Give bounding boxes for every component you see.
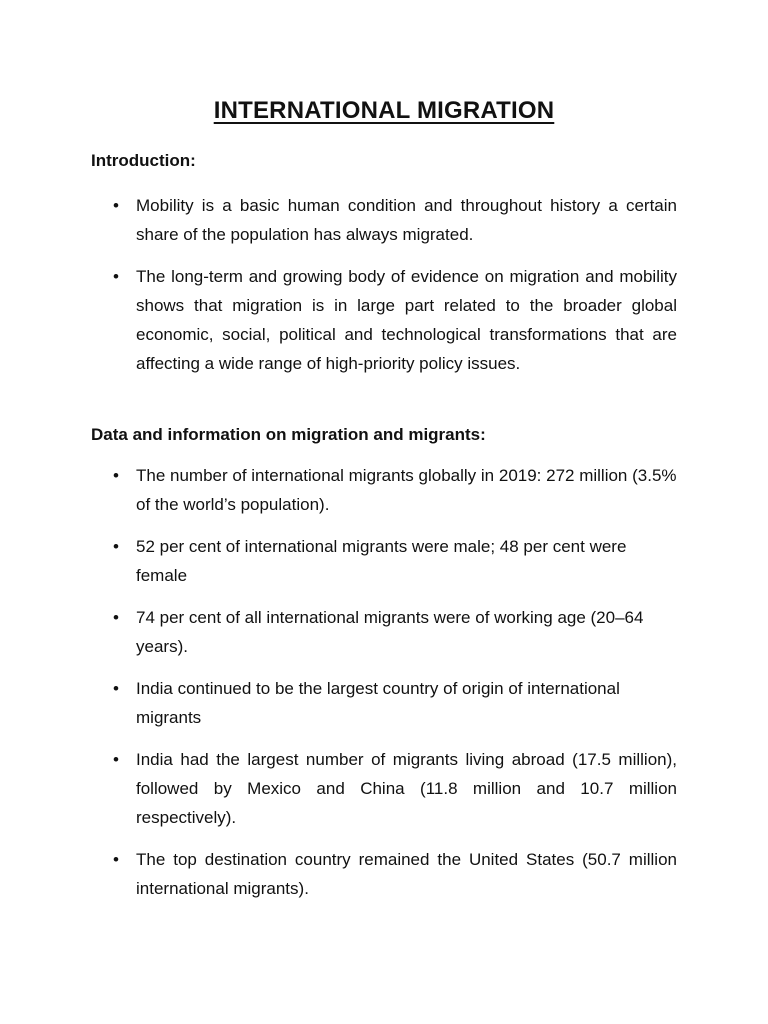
section-heading-data: Data and information on migration and migrants: (91, 425, 486, 444)
bullet-icon: • (113, 196, 119, 215)
list-item (112, 461, 677, 519)
bullet-icon: • (113, 267, 119, 286)
list-item (112, 603, 677, 661)
list-item (112, 191, 677, 249)
data-list (112, 461, 677, 916)
list-item-text: 52 per cent of international migrants were male; 48 per cent were female (136, 537, 627, 585)
list-item-text: India had the largest number of migrants living abroad (17.5 million), followed by Mexico and China (11.8 million and 10.7 million respectively). (136, 750, 677, 827)
list-item (112, 674, 677, 732)
bullet-icon: • (113, 466, 119, 485)
bullet-icon: • (113, 608, 119, 627)
list-item-text: 74 per cent of all international migrants were of working age (20–64 years). (136, 608, 644, 656)
bullet-icon: • (113, 750, 119, 769)
list-item (112, 262, 677, 378)
list-item (112, 745, 677, 832)
bullet-icon: • (113, 850, 119, 869)
list-item-text: The long-term and growing body of evidence on migration and mobility shows that migration is in large part related to the broader global economic, social, political and technological transformations that are affecting a wide range of high-priority policy issues. (136, 267, 677, 373)
page-title: INTERNATIONAL MIGRATION (213, 97, 555, 124)
list-item (112, 845, 677, 903)
bullet-icon: • (113, 679, 119, 698)
bullet-icon: • (113, 537, 119, 556)
list-item (112, 532, 677, 590)
list-item-text: India continued to be the largest country of origin of international migrants (136, 679, 620, 727)
list-item-text: The top destination country remained the United States (50.7 million international migrants). (136, 850, 677, 898)
introduction-list (112, 191, 677, 391)
list-item-text: The number of international migrants globally in 2019: 272 million (3.5% of the world’s population). (136, 466, 677, 514)
list-item-text: Mobility is a basic human condition and throughout history a certain share of the population has always migrated. (136, 196, 677, 244)
section-heading-introduction: Introduction: (91, 151, 196, 170)
